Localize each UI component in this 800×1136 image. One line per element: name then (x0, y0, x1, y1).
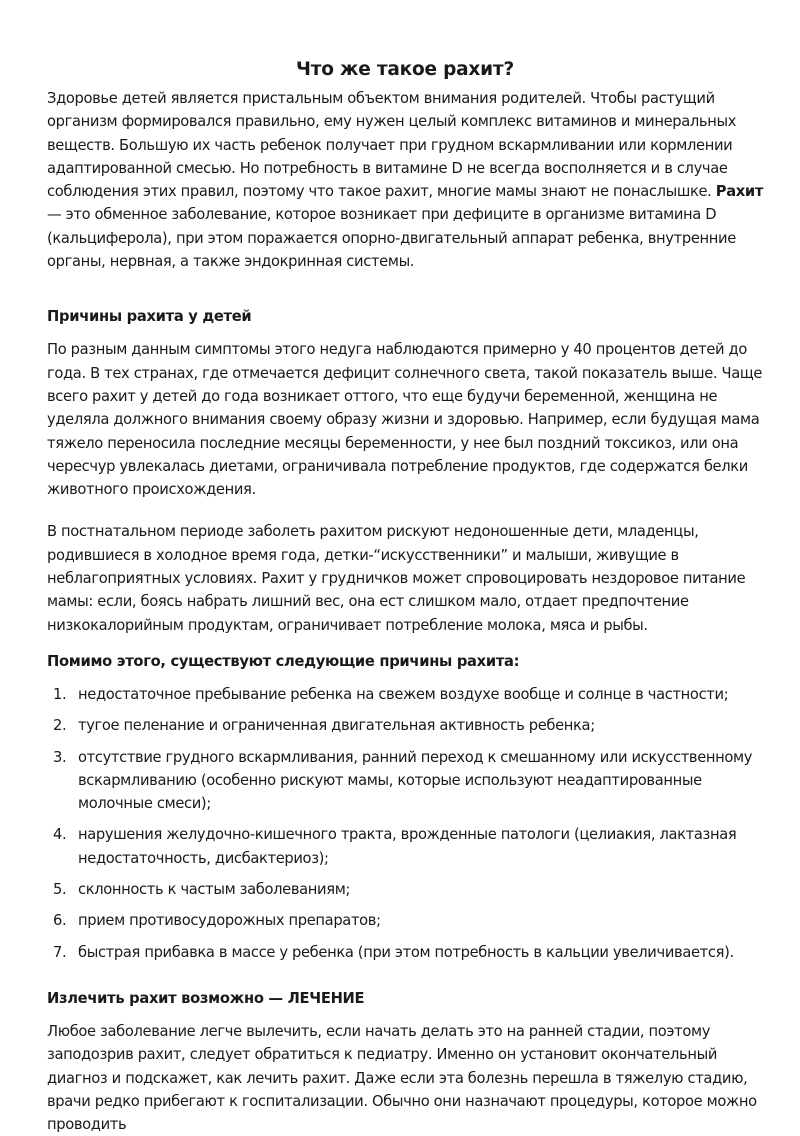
causes-heading: Причины рахита у детей (47, 308, 252, 326)
list-item-number: 1. (53, 685, 67, 703)
list-item-text: тугое пеленание и ограниченная двигательная активность ребенка; (78, 717, 595, 735)
list-item (47, 746, 763, 816)
treatment-paragraph: Любое заболевание легче вылечить, если начать делать это на ранней стадии, поэтому заподозрив рахит, следует обратиться к педиатру. Именно он установит окончательный диагноз и подскажет, как лечить рахит. Даже если эта болезнь перешла в тяжелую стадию, врачи редко прибегают к госпитализации. Обычно они назначают процедуры, которое можно проводить (47, 1022, 757, 1134)
list-item-text: нарушения желудочно-кишечного тракта, врожденные патологи (целиакия, лактазная недостаточность, дисбактериоз); (78, 826, 737, 867)
list-item-number: 6. (53, 912, 67, 930)
list-item-number: 4. (53, 826, 67, 844)
page-title: Что же такое рахит? (296, 59, 514, 80)
list-item-number: 5. (53, 881, 67, 899)
list-item (47, 823, 763, 870)
list-item-number: 3. (53, 748, 67, 766)
list-item-text: прием противосудорожных препаратов; (78, 912, 381, 930)
list-item-number: 2. (53, 717, 67, 735)
intro-text-start: Здоровье детей является пристальным объектом внимания родителей. Чтобы растущий организм формировался правильно, ему нужен целый комплекс витаминов и минеральных веществ. Большую их часть ребенок получает при грудном вскармливании или кормлении адаптированной смесью. Но потребность в витамине D не всегда восполняется и в случае соблюдения этих правил, поэтому что такое рахит, многие мамы знают не понаслышке. (47, 90, 737, 201)
list-item-text: недостаточное пребывание ребенка на свежем воздухе вообще и солнце в частности; (78, 685, 729, 703)
causes-list (47, 683, 763, 964)
causes-paragraph-2: В постнатальном периоде заболеть рахитом рискуют недоношенные дети, младенцы, родившиеся в холодное время года, детки-“искусственники” и малыши, живущие в неблагоприятных условиях. Рахит у грудничков может спровоцировать нездоровое питание мамы: если, боясь набрать лишний вес, она ест слишком мало, отдает предпочтение низкокалорийным продуктам, ограничивает потребление молока, мяса и рыбы. (47, 523, 746, 634)
document-page (47, 56, 763, 1136)
list-item-text: быстрая прибавка в массе у ребенка (при этом потребность в кальции увеличивается). (78, 943, 734, 961)
treatment-heading: Излечить рахит возможно — ЛЕЧЕНИЕ (47, 989, 365, 1007)
list-item (47, 714, 763, 737)
causes-paragraph-1: По разным данным симптомы этого недуга наблюдаются примерно у 40 процентов детей до года. В тех странах, где отмечается дефицит солнечного света, такой показатель выше. Чаще всего рахит у детей до года возникает оттого, что еще будучи беременной, женщина не уделяла должного внимания своему образу жизни и здоровью. Например, если будущая мама тяжело переносила последние месяцы беременности, у нее был поздний токсикоз, или она чересчур увлекалась диетами, ограничивала потребление продуктов, где содержатся белки животного происхождения. (47, 341, 763, 499)
more-causes-heading: Помимо этого, существуют следующие причины рахита: (47, 652, 520, 670)
list-item (47, 941, 763, 964)
list-item-number: 7. (53, 943, 67, 961)
list-item-text: склонность к частым заболеваниям; (78, 881, 351, 899)
bold-term-rickets: Рахит (715, 183, 764, 201)
list-item (47, 909, 763, 932)
intro-paragraph (47, 87, 763, 273)
list-item (47, 878, 763, 901)
list-item-text: отсутствие грудного вскармливания, ранний переход к смешанному или искусственному вскармливанию (особенно рискуют мамы, которые используют неадаптированные молочные смеси); (78, 748, 753, 813)
intro-text-end: — это обменное заболевание, которое возникает при дефиците в организме витамина D (кальциферола), при этом поражается опорно-двигательный аппарат ребенка, внутренние органы, нервная, а также эндокринная системы. (47, 206, 736, 271)
list-item (47, 683, 763, 706)
